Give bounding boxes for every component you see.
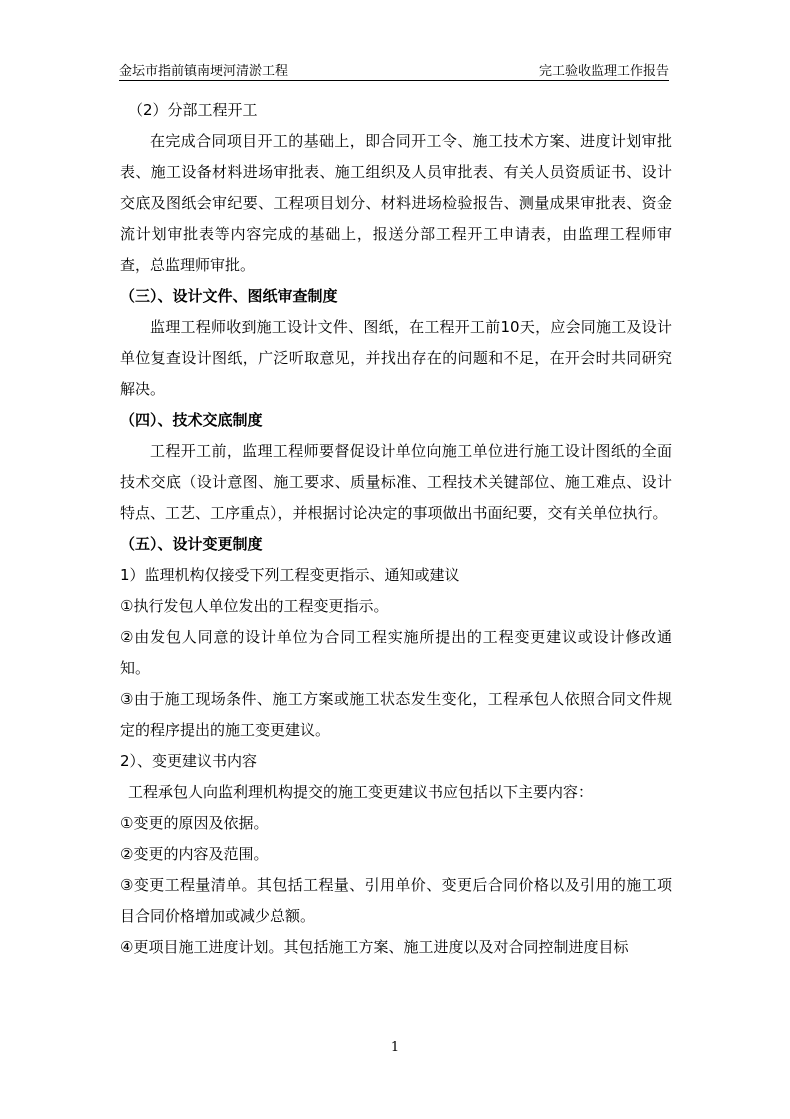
document-body bbox=[120, 95, 672, 963]
section-5-heading: （五）、设计变更制度 bbox=[120, 535, 263, 553]
list-item-2d: ④更项目施工进度计划。其包括施工方案、施工进度以及对合同控制进度目标 bbox=[120, 938, 629, 956]
list-item-2a: ①变更的原因及依据。 bbox=[120, 814, 269, 832]
section-2-heading: （2）分部工程开工 bbox=[128, 101, 258, 119]
list-item-1c: ③由于施工现场条件、施工方案或施工状态发生变化，工程承包人依照合同文件规定的程序提出的施工变更建议。 bbox=[120, 690, 672, 739]
page-header bbox=[119, 56, 669, 81]
list-item-1b: ②由发包人同意的设计单位为合同工程实施所提出的工程变更建议或设计修改通知。 bbox=[120, 628, 672, 677]
section-2-paragraph: 在完成合同项目开工的基础上，即合同开工令、施工技术方案、进度计划审批表、施工设备材料进场审批表、施工组织及人员审批表、有关人员资质证书、设计交底及图纸会审纪要、工程项目划分、材料进场检验报告、测量成果审批表、资金流计划审批表等内容完成的基础上，报送分部工程开工申请表，由监理工程师审查，总监理师审批。 bbox=[120, 132, 672, 274]
header-report-title: 完工验收监理工作报告 bbox=[538, 64, 669, 79]
list-item-2-intro: 工程承包人向监利理机构提交的施工变更建议书应包括以下主要内容： bbox=[128, 783, 594, 801]
section-4-heading: （四）、技术交底制度 bbox=[120, 411, 263, 429]
header-project-name: 金坛市指前镇南埂河清淤工程 bbox=[119, 64, 289, 79]
list-item-1: 1）监理机构仅接受下列工程变更指示、通知或建议 bbox=[120, 566, 460, 584]
section-4-paragraph: 工程开工前，监理工程师要督促设计单位向施工单位进行施工设计图纸的全面技术交底（设计意图、施工要求、质量标准、工程技术关键部位、施工难点、设计特点、工艺、工序重点），并根据讨论决定的事项做出书面纪要，交有关单位执行。 bbox=[120, 442, 672, 522]
list-item-2: 2）、变更建议书内容 bbox=[120, 752, 258, 770]
list-item-2b: ②变更的内容及范围。 bbox=[120, 845, 269, 863]
section-3-heading: （三）、设计文件、图纸审查制度 bbox=[120, 287, 338, 305]
page-number: 1 bbox=[390, 1040, 400, 1055]
list-item-1a: ①执行发包人单位发出的工程变更指示。 bbox=[120, 597, 389, 615]
list-item-2c: ③变更工程量清单。其包括工程量、引用单价、变更后合同价格以及引用的施工项目合同价格增加或减少总额。 bbox=[120, 876, 672, 925]
section-3-paragraph: 监理工程师收到施工设计文件、图纸，在工程开工前10天，应会同施工及设计单位复查设计图纸，广泛听取意见，并找出存在的问题和不足，在开会时共同研究解决。 bbox=[120, 318, 672, 398]
